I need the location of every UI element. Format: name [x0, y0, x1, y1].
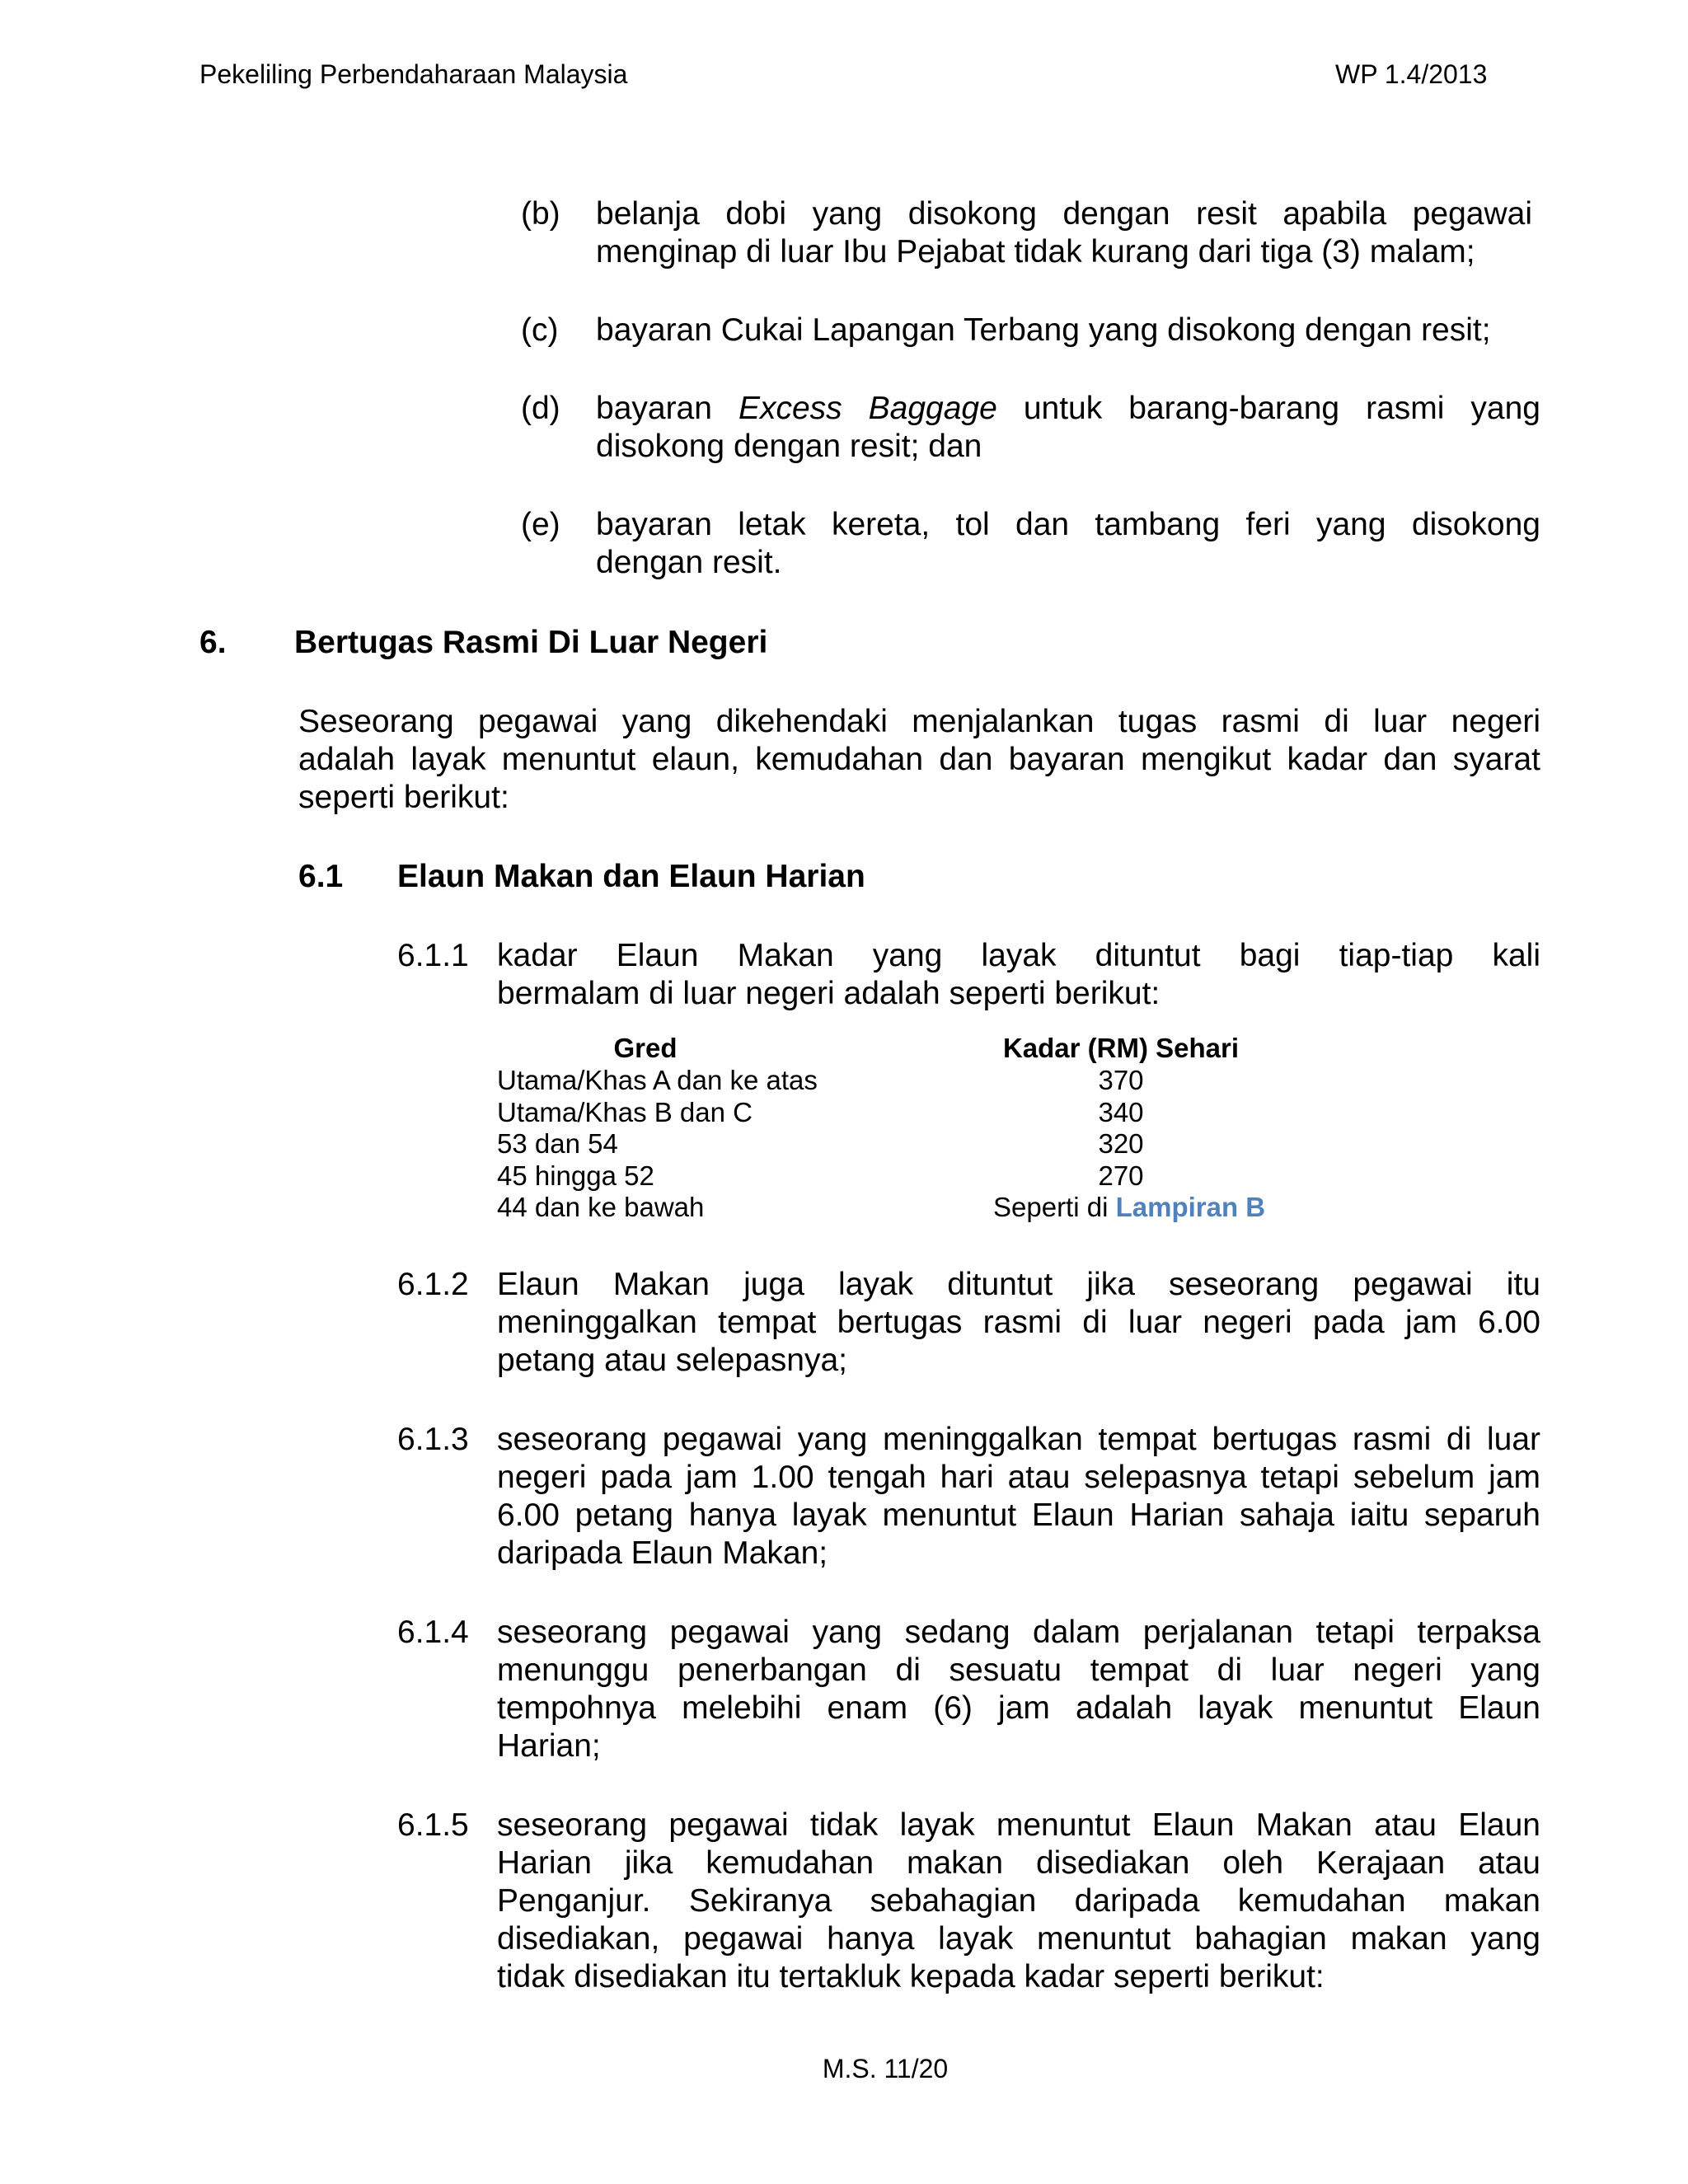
- page-number: M.S. 11/20: [822, 2054, 949, 2083]
- clause-text-line: bermalam di luar negeri adalah seperti berikut:: [497, 976, 1160, 1011]
- clause-text-line: kadar Elaun Makan yang layak dituntut bagi tiap-tiap kali: [497, 938, 1540, 973]
- table-header-rate: Kadar (RM) Sehari: [1002, 1033, 1240, 1063]
- table-cell-grade: 53 dan 54: [497, 1128, 618, 1159]
- item-text-italic: Excess Baggage: [738, 391, 997, 426]
- item-text-line: belanja dobi yang disokong dengan resit apabila pegawai: [596, 196, 1532, 232]
- clause-text-line: tempohnya melebihi enam (6) jam adalah layak menuntut Elaun: [497, 1690, 1540, 1726]
- section-title: Bertugas Rasmi Di Luar Negeri: [294, 625, 768, 660]
- clause-text-line: tidak disediakan itu tertakluk kepada kadar seperti berikut:: [497, 1959, 1325, 1994]
- table-cell-grade: 44 dan ke bawah: [497, 1192, 705, 1222]
- clause-text-line: disediakan, pegawai hanya layak menuntut bahagian makan yang: [497, 1921, 1540, 1957]
- clause-number: 6.1.4: [397, 1615, 469, 1650]
- table-cell-grade: Utama/Khas A dan ke atas: [497, 1065, 818, 1095]
- clause-text-line: menunggu penerbangan di sesuatu tempat di luar negeri yang: [497, 1652, 1540, 1688]
- subsection-number: 6.1: [298, 859, 344, 894]
- clause-text-line: 6.00 petang hanya layak menuntut Elaun Harian sahaja iaitu separuh: [497, 1497, 1540, 1533]
- table-cell-grade: Utama/Khas B dan C: [497, 1097, 753, 1127]
- item-text-fragment: untuk barang-barang rasmi yang: [1023, 391, 1540, 426]
- item-text-fragment: bayaran: [596, 391, 712, 426]
- item-label: (c): [521, 312, 559, 348]
- document-reference: WP 1.4/2013: [1335, 59, 1488, 89]
- rate-prefix-text: Seperti di: [993, 1192, 1109, 1222]
- clause-text-line: Elaun Makan juga layak dituntut jika seseorang pegawai itu: [497, 1267, 1540, 1302]
- clause-text-line: meninggalkan tempat bertugas rasmi di luar negeri pada jam 6.00: [497, 1305, 1540, 1340]
- item-text-line: bayaran letak kereta, tol dan tambang feri yang disokong: [596, 507, 1540, 542]
- item-text-line: disokong dengan resit; dan: [596, 429, 982, 464]
- clause-text-line: Harian jika kemudahan makan disediakan oleh Kerajaan atau: [497, 1845, 1540, 1881]
- clause-number: 6.1.3: [397, 1422, 469, 1457]
- table-cell-rate: 320: [1098, 1128, 1144, 1159]
- clause-text-line: seseorang pegawai yang meninggalkan tempat bertugas rasmi di luar: [497, 1422, 1540, 1457]
- item-label: (e): [521, 507, 560, 542]
- section-paragraph-line: seperti berikut:: [298, 780, 509, 815]
- table-cell-rate: 370: [1098, 1065, 1144, 1095]
- item-label: (d): [521, 391, 560, 426]
- section-paragraph-line: adalah layak menuntut elaun, kemudahan dan bayaran mengikut kadar dan syarat: [298, 742, 1540, 777]
- item-text-line: [596, 390, 1540, 428]
- item-text-line: dengan resit.: [596, 545, 782, 580]
- clause-text-line: seseorang pegawai tidak layak menuntut Elaun Makan atau Elaun: [497, 1807, 1540, 1843]
- table-cell-rate: [993, 1192, 1265, 1224]
- table-cell-rate: 340: [1098, 1097, 1144, 1127]
- table-header-grade: Gred: [613, 1033, 678, 1063]
- table-cell-rate: 270: [1098, 1160, 1144, 1191]
- section-paragraph-line: Seseorang pegawai yang dikehendaki menjalankan tugas rasmi di luar negeri: [298, 704, 1540, 739]
- lampiran-b-link[interactable]: Lampiran B: [1115, 1192, 1266, 1222]
- clause-text-line: petang atau selepasnya;: [497, 1343, 848, 1378]
- item-text-line: bayaran Cukai Lapangan Terbang yang disokong dengan resit;: [596, 312, 1491, 348]
- section-number: 6.: [199, 625, 227, 660]
- clause-number: 6.1.1: [397, 938, 469, 973]
- item-text-line: menginap di luar Ibu Pejabat tidak kurang dari tiga (3) malam;: [596, 234, 1475, 269]
- clause-number: 6.1.5: [397, 1807, 469, 1843]
- clause-number: 6.1.2: [397, 1267, 469, 1302]
- subsection-title: Elaun Makan dan Elaun Harian: [397, 859, 865, 894]
- running-header-title: Pekeliling Perbendaharaan Malaysia: [199, 59, 628, 89]
- clause-text-line: Penganjur. Sekiranya sebahagian daripada kemudahan makan: [497, 1883, 1540, 1919]
- clause-text-line: daripada Elaun Makan;: [497, 1535, 828, 1571]
- clause-text-line: seseorang pegawai yang sedang dalam perjalanan tetapi terpaksa: [497, 1615, 1540, 1650]
- table-cell-grade: 45 hingga 52: [497, 1160, 654, 1191]
- item-label: (b): [521, 196, 560, 232]
- clause-text-line: Harian;: [497, 1728, 601, 1764]
- clause-text-line: negeri pada jam 1.00 tengah hari atau selepasnya tetapi sebelum jam: [497, 1460, 1540, 1495]
